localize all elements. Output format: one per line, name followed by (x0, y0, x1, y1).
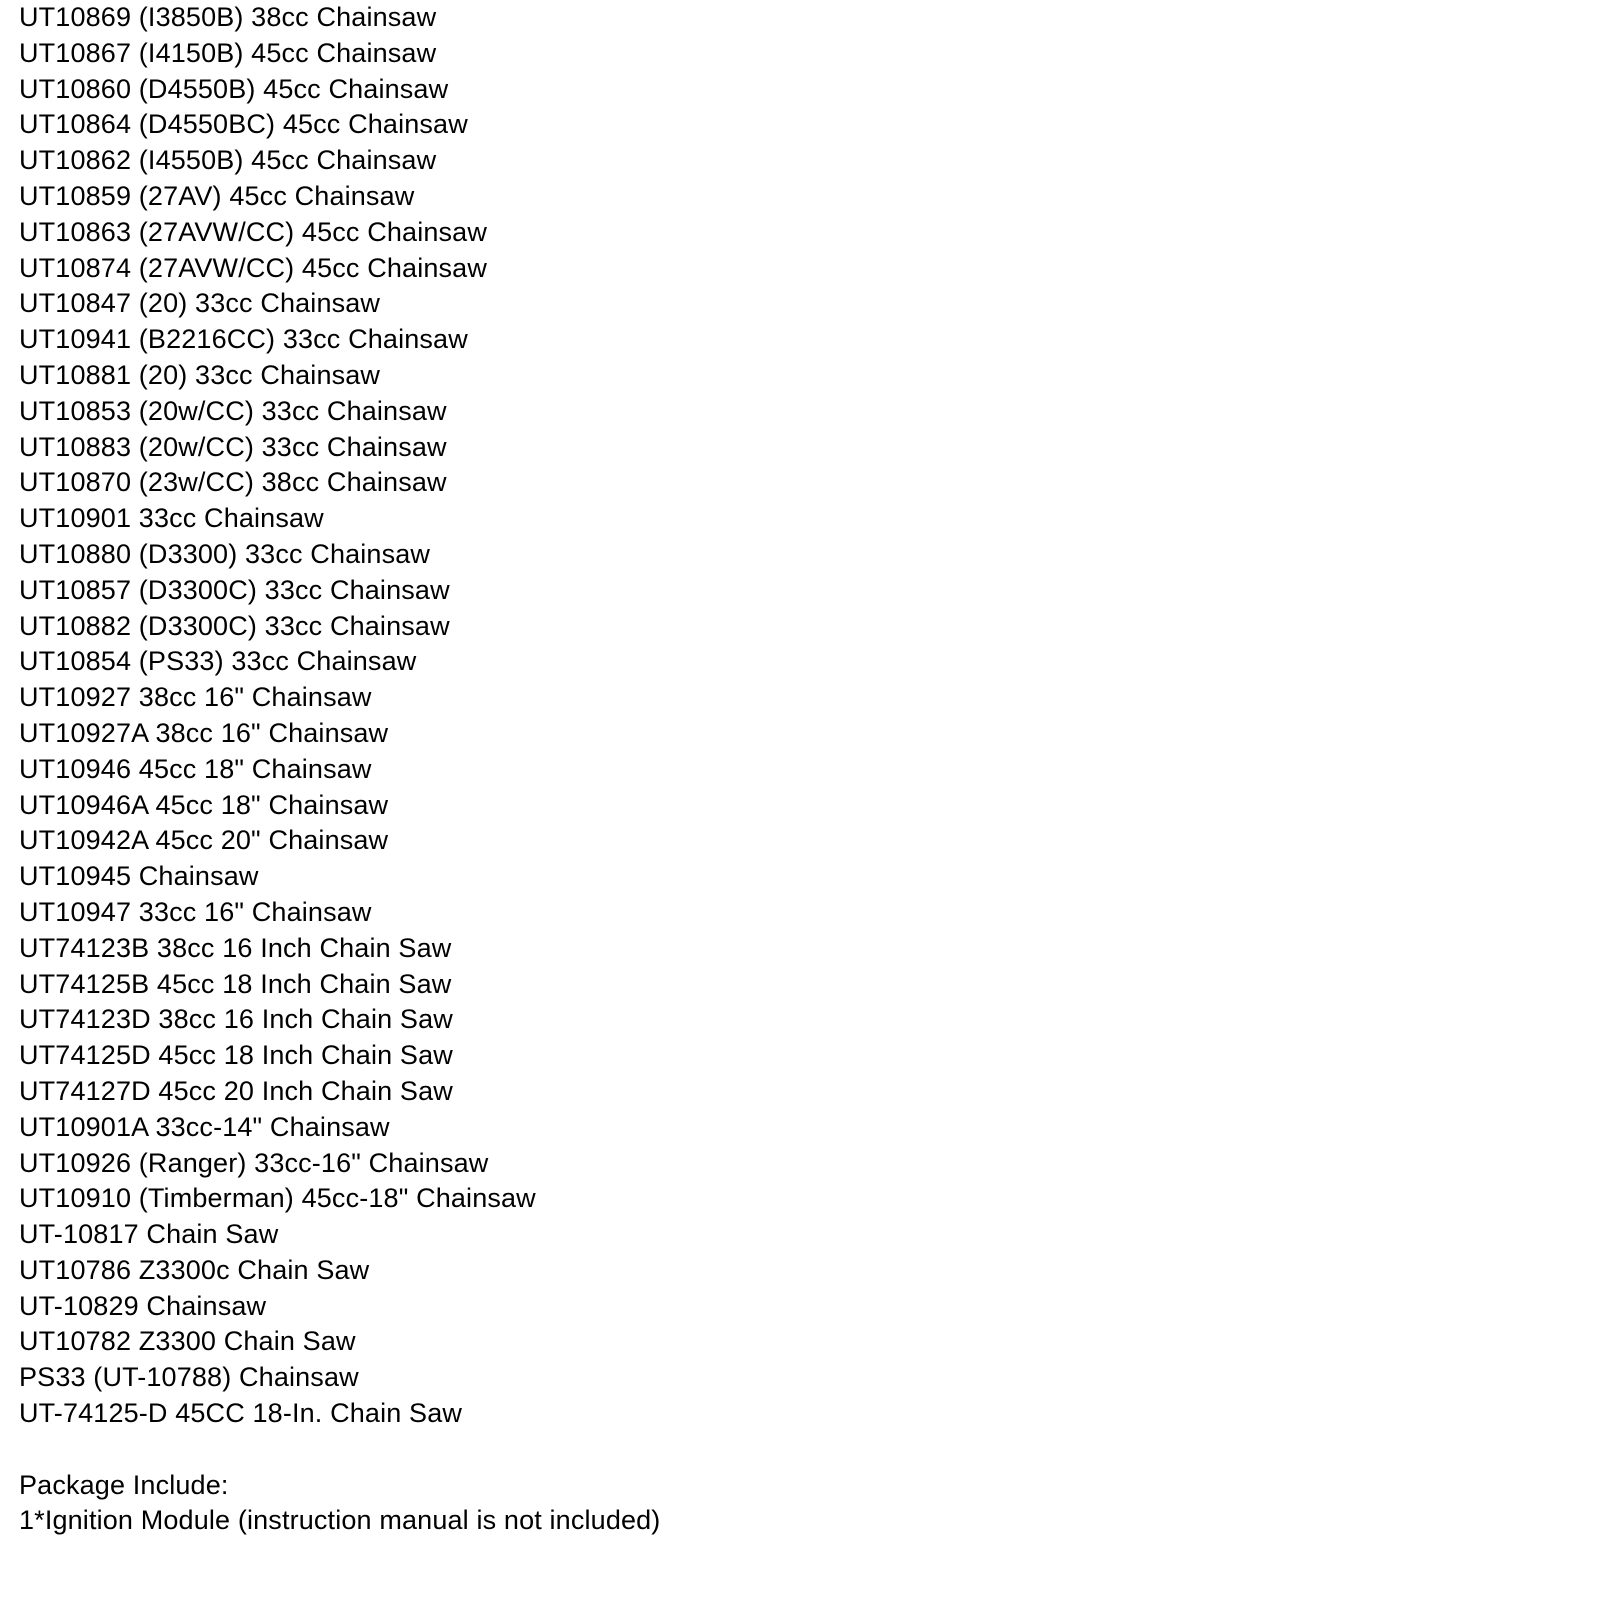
package-heading: Package Include: (19, 1469, 229, 1500)
model-list-item: UT74127D 45cc 20 Inch Chain Saw (19, 1075, 453, 1106)
model-list-item: UT10854 (PS33) 33cc Chainsaw (19, 646, 417, 677)
model-list-item: UT10881 (20) 33cc Chainsaw (19, 359, 381, 390)
package-contents: 1*Ignition Module (instruction manual is not included) (19, 1505, 661, 1536)
model-list-item: UT-10817 Chain Saw (19, 1219, 279, 1250)
model-list-item: UT10926 (Ranger) 33cc-16" Chainsaw (19, 1147, 489, 1178)
model-list-item: UT10786 Z3300c Chain Saw (19, 1254, 370, 1285)
model-list-item: UT10901A 33cc-14" Chainsaw (19, 1111, 390, 1142)
model-list-item: UT10862 (I4550B) 45cc Chainsaw (19, 145, 437, 176)
model-list-item: UT10853 (20w/CC) 33cc Chainsaw (19, 395, 447, 426)
model-list-item: UT10847 (20) 33cc Chainsaw (19, 288, 381, 319)
model-list-item: UT10927 38cc 16" Chainsaw (19, 682, 372, 713)
model-list-item: UT10867 (I4150B) 45cc Chainsaw (19, 37, 437, 68)
model-list-item: UT-10829 Chainsaw (19, 1290, 267, 1321)
model-list-item: UT74125B 45cc 18 Inch Chain Saw (19, 968, 452, 999)
model-list-item: UT10946 45cc 18" Chainsaw (19, 753, 372, 784)
model-list-item: UT10910 (Timberman) 45cc-18" Chainsaw (19, 1183, 536, 1214)
model-list-item: UT10945 Chainsaw (19, 861, 259, 892)
model-list-item: UT10859 (27AV) 45cc Chainsaw (19, 180, 415, 211)
model-list-item: UT74123D 38cc 16 Inch Chain Saw (19, 1004, 453, 1035)
model-list-item: PS33 (UT-10788) Chainsaw (19, 1362, 359, 1393)
compatible-model-list (19, 0, 1579, 1432)
model-list-item: UT10882 (D3300C) 33cc Chainsaw (19, 610, 450, 641)
model-list-item: UT74125D 45cc 18 Inch Chain Saw (19, 1040, 453, 1071)
model-list-item: UT10947 33cc 16" Chainsaw (19, 896, 372, 927)
document-page (19, 0, 1579, 1539)
model-list-item: UT10870 (23w/CC) 38cc Chainsaw (19, 467, 447, 498)
model-list-item: UT10927A 38cc 16" Chainsaw (19, 717, 389, 748)
model-list-item: UT10782 Z3300 Chain Saw (19, 1326, 356, 1357)
model-list-item: UT10863 (27AVW/CC) 45cc Chainsaw (19, 216, 487, 247)
blank-line (19, 1432, 1579, 1468)
model-list-item: UT10880 (D3300) 33cc Chainsaw (19, 538, 431, 569)
model-list-item: UT10901 33cc Chainsaw (19, 503, 324, 534)
model-list-item: UT10941 (B2216CC) 33cc Chainsaw (19, 324, 468, 355)
package-section (19, 1468, 1579, 1540)
model-list-item: UT10857 (D3300C) 33cc Chainsaw (19, 574, 450, 605)
model-list-item: UT10942A 45cc 20" Chainsaw (19, 825, 389, 856)
model-list-item: UT10864 (D4550BC) 45cc Chainsaw (19, 109, 468, 140)
model-list-item: UT10874 (27AVW/CC) 45cc Chainsaw (19, 252, 487, 283)
model-list-item: UT74123B 38cc 16 Inch Chain Saw (19, 932, 452, 963)
model-list-item: UT-74125-D 45CC 18-In. Chain Saw (19, 1398, 463, 1429)
model-list-item: UT10869 (I3850B) 38cc Chainsaw (19, 2, 437, 32)
model-list-item: UT10946A 45cc 18" Chainsaw (19, 789, 389, 820)
model-list-item: UT10883 (20w/CC) 33cc Chainsaw (19, 431, 447, 462)
model-list-item: UT10860 (D4550B) 45cc Chainsaw (19, 73, 449, 104)
